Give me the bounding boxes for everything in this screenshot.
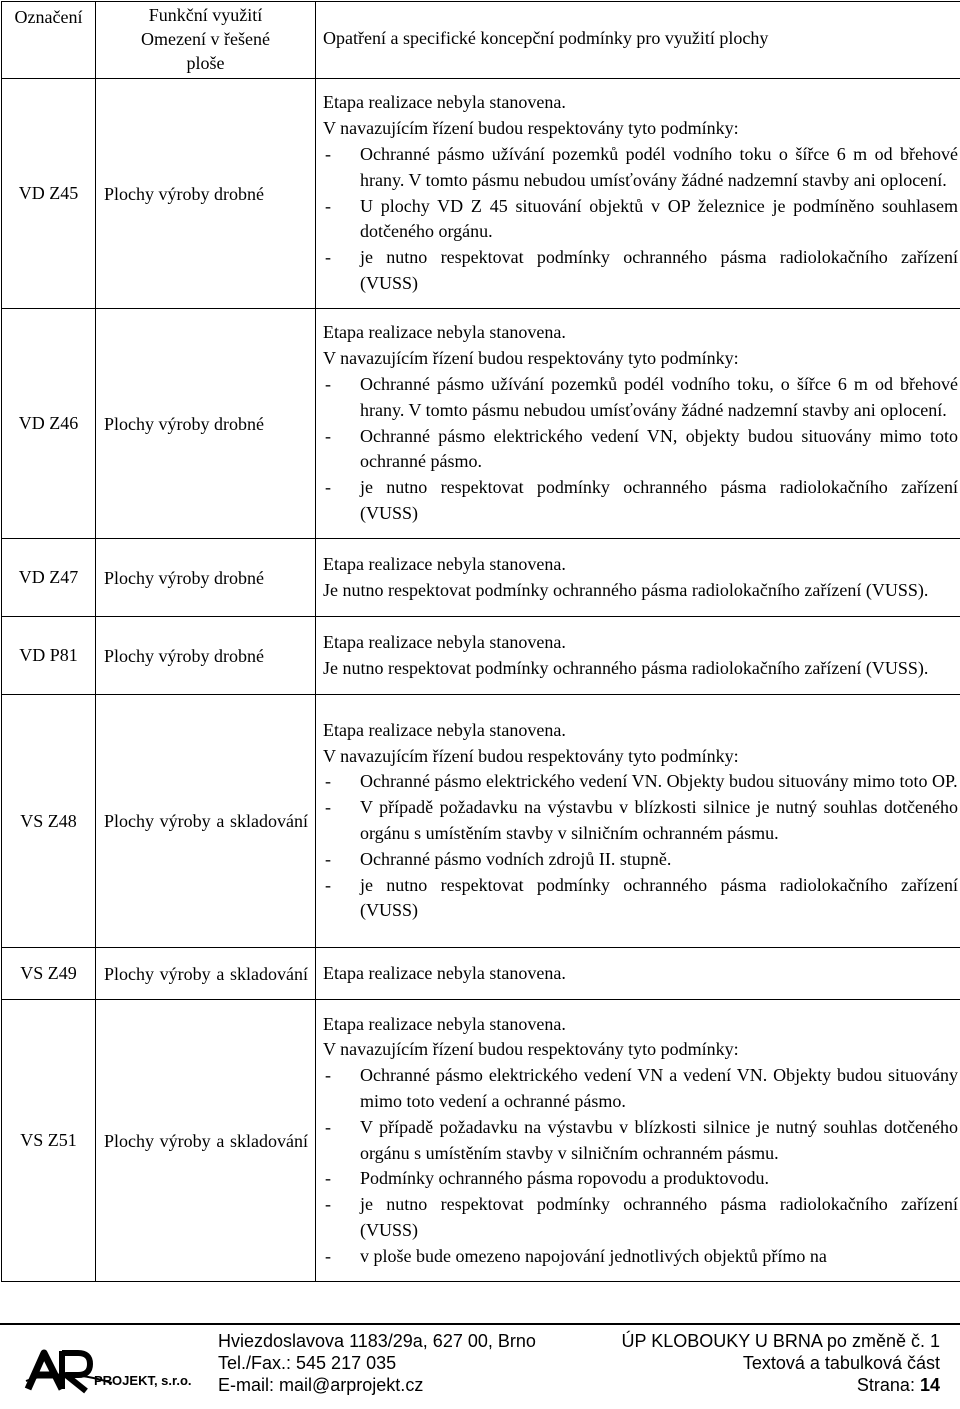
address-line: Hviezdoslavova 1183/29a, 627 00, Brno	[218, 1331, 536, 1351]
row-use-text: Plochy výroby a skladování	[104, 963, 308, 984]
row-use-text: Plochy výroby a skladování	[104, 1130, 308, 1151]
header-code	[2, 2, 96, 79]
condition-line: Etapa realizace nebyla stanovena.	[323, 631, 566, 652]
row-code: VS Z51	[2, 1000, 96, 1282]
condition-line: V navazujícím řízení budou respektovány tyto podmínky:	[323, 118, 739, 139]
list-item: - V případě požadavku na výstavbu v blízkosti silnice je nutný souhlas dotčeného orgánu s umístěním stavby v silničním ochranném pásmu.	[325, 1116, 958, 1163]
phone-line: Tel./Fax.: 545 217 035	[218, 1353, 397, 1373]
list-item: - Ochranné pásmo vodních zdrojů II. stupně.	[325, 848, 672, 869]
row-use-text: Plochy výroby a skladování	[104, 811, 308, 831]
list-item: - je nutno respektovat podmínky ochranného pásma radiolokačního zařízení (VUSS)	[325, 247, 958, 293]
company-contact	[218, 1330, 536, 1396]
footer-divider	[0, 1323, 960, 1325]
row-conditions	[316, 617, 960, 695]
project-info	[622, 1330, 940, 1396]
header-use-line3: ploše	[186, 53, 225, 73]
list-item: - V případě požadavku na výstavbu v blízkosti silnice je nutný souhlas dotčeného orgánu s umístěním stavby v silničním ochranném pásmu.	[325, 797, 958, 843]
row-use	[96, 948, 316, 1000]
row-conditions	[316, 1000, 960, 1282]
row-use	[96, 617, 316, 695]
condition-line: Etapa realizace nebyla stanovena.	[323, 553, 566, 574]
page-number: 14	[919, 1375, 940, 1395]
page-footer	[0, 1300, 960, 1409]
document-part: Textová a tabulková část	[742, 1353, 940, 1373]
row-code: VS Z49	[2, 948, 96, 1000]
company-logo	[22, 1337, 202, 1397]
table-row	[2, 539, 960, 617]
row-use	[96, 695, 316, 948]
table-row	[2, 309, 960, 539]
row-use-text: Plochy výroby drobné	[104, 645, 264, 666]
logo-text: PROJEKT, s.r.o.	[94, 1373, 192, 1388]
header-conditions-label: Opatření a specifické koncepční podmínky pro využití plochy	[323, 28, 769, 48]
table-row	[2, 79, 960, 309]
table-row	[2, 948, 960, 1000]
row-code: VS Z48	[2, 695, 96, 948]
row-code: VD Z46	[2, 309, 96, 539]
header-use-line1: Funkční využití	[148, 5, 263, 25]
condition-line: V navazujícím řízení budou respektovány tyto podmínky:	[323, 348, 739, 369]
header-use-line2: Omezení v řešené	[141, 29, 270, 49]
table-row	[2, 617, 960, 695]
list-item: - v ploše bude omezeno napojování jednotlivých objektů přímo na	[325, 1245, 827, 1266]
row-use	[96, 1000, 316, 1282]
condition-line: V navazujícím řízení budou respektovány tyto podmínky:	[323, 745, 739, 766]
condition-line: Etapa realizace nebyla stanovena.	[323, 962, 566, 983]
list-item: - je nutno respektovat podmínky ochranného pásma radiolokačního zařízení (VUSS)	[325, 874, 958, 921]
header-code-label: Označení	[14, 7, 83, 27]
conditions-table	[1, 1, 960, 1282]
table-row	[2, 1000, 960, 1282]
row-use	[96, 79, 316, 309]
row-use-text: Plochy výroby drobné	[104, 413, 264, 434]
list-item: - Ochranné pásmo elektrického vedení VN, objekty budou situovány mimo toto ochranné pásmo.	[325, 425, 958, 472]
list-item: - je nutno respektovat podmínky ochranného pásma radiolokačního zařízení (VUSS)	[325, 1194, 958, 1240]
condition-line: V navazujícím řízení budou respektovány tyto podmínky:	[323, 1039, 739, 1060]
condition-line: Etapa realizace nebyla stanovena.	[323, 92, 566, 113]
list-item: - U plochy VD Z 45 situování objektů v OP železnice je podmíněno souhlasem dotčeného orgánu.	[325, 195, 958, 242]
condition-line: Etapa realizace nebyla stanovena.	[323, 1013, 566, 1034]
row-code: VD Z45	[2, 79, 96, 309]
project-title: ÚP KLOBOUKY U BRNA po změně č. 1	[621, 1331, 940, 1351]
row-use-text: Plochy výroby drobné	[104, 567, 264, 588]
list-item: - Ochranné pásmo užívání pozemků podél vodního toku o šířce 6 m od břehové hrany. V tomto pásmu nebudou umísťovány žádné nadzemní stavby ani oplocení.	[325, 143, 958, 190]
table-header-row	[2, 2, 960, 79]
ar-logo-icon	[22, 1337, 202, 1397]
row-code: VD Z47	[2, 539, 96, 617]
table-row	[2, 695, 960, 948]
condition-line: Je nutno respektovat podmínky ochranného pásma radiolokačního zařízení (VUSS).	[323, 579, 929, 600]
row-code: VD P81	[2, 617, 96, 695]
condition-line: Etapa realizace nebyla stanovena.	[323, 322, 566, 343]
header-use	[96, 2, 316, 79]
list-item: - je nutno respektovat podmínky ochranného pásma radiolokačního zařízení (VUSS)	[325, 477, 958, 523]
row-conditions	[316, 309, 960, 539]
row-use	[96, 309, 316, 539]
row-use	[96, 539, 316, 617]
page-indicator	[622, 1374, 940, 1396]
list-item: - Ochranné pásmo elektrického vedení VN. Objekty budou situovány mimo toto OP.	[325, 771, 958, 792]
condition-line: Je nutno respektovat podmínky ochranného pásma radiolokačního zařízení (VUSS).	[323, 657, 929, 678]
email-line: E-mail: mail@arprojekt.cz	[218, 1375, 424, 1395]
condition-line: Etapa realizace nebyla stanovena.	[323, 719, 566, 740]
row-conditions	[316, 539, 960, 617]
header-conditions	[316, 2, 960, 79]
list-item: - Podmínky ochranného pásma ropovodu a produktovodu.	[325, 1168, 769, 1189]
list-item: - Ochranné pásmo elektrického vedení VN a vedení VN. Objekty budou situovány mimo toto vedení a ochranné pásmo.	[325, 1065, 958, 1111]
page-label: Strana:	[856, 1375, 915, 1395]
row-conditions	[316, 79, 960, 309]
row-conditions	[316, 948, 960, 1000]
row-use-text: Plochy výroby drobné	[104, 183, 264, 204]
row-conditions	[316, 695, 960, 948]
list-item: - Ochranné pásmo užívání pozemků podél vodního toku, o šířce 6 m od břehové hrany. V tomto pásmu nebudou umísťovány žádné nadzemní stavby ani oplocení.	[325, 373, 958, 420]
